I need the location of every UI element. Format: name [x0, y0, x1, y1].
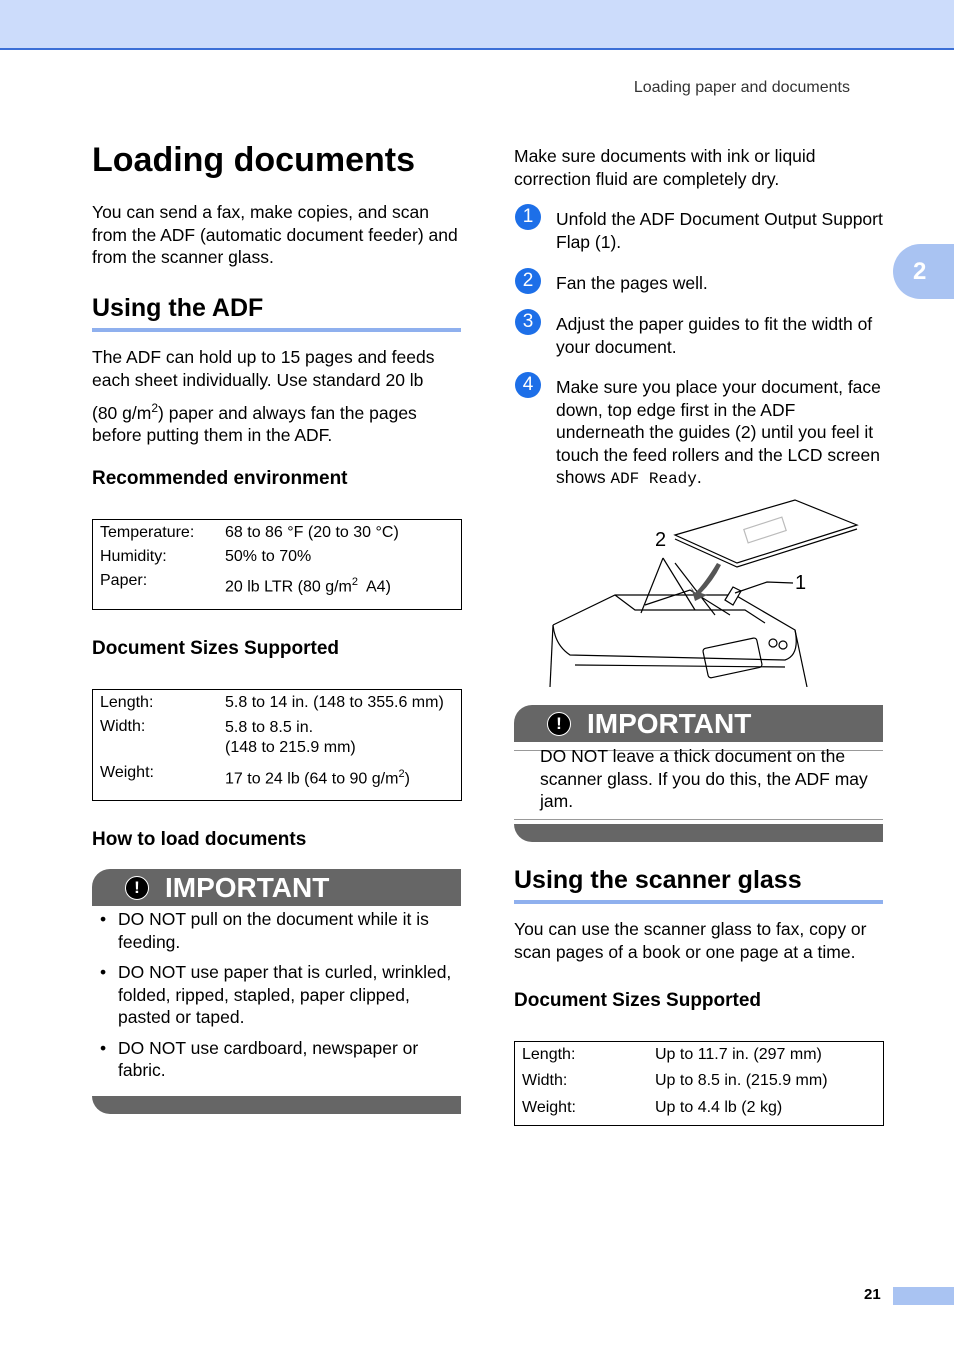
width-value	[225, 716, 462, 764]
important-label: IMPORTANT	[587, 707, 752, 739]
width-label: Width:	[522, 1071, 568, 1089]
step-number: 2	[515, 268, 541, 294]
length-label: Length:	[522, 1046, 576, 1063]
step-number: 1	[515, 204, 541, 230]
length-label: Length:	[100, 694, 154, 711]
dry-note: Make sure documents with ink or liquid correction fluid are completely dry.	[514, 146, 816, 189]
glass-sizes-heading: Document Sizes Supported	[514, 990, 762, 1011]
sizes-heading: Document Sizes Supported	[92, 638, 340, 659]
width-label: Width:	[100, 717, 146, 735]
list-item: • DO NOT use paper that is curled, wrinkled, folded, ripped, stapled, paper clipped, pasted or taped.	[92, 961, 462, 1029]
step-text-end: .	[696, 467, 702, 487]
step-text: Unfold the ADF Document Output Support Flap (1).	[556, 209, 883, 252]
callout-1: 1	[795, 572, 807, 594]
weight-label: Weight:	[522, 1098, 576, 1116]
temperature-label: Temperature:	[100, 524, 195, 541]
weight-label: Weight:	[100, 763, 154, 781]
adf-heading: Using the ADF	[92, 294, 264, 322]
superscript: 2	[398, 767, 405, 780]
top-banner	[0, 0, 954, 50]
important-box-footer	[514, 824, 883, 842]
step-text: Fan the pages well.	[556, 273, 708, 293]
humidity-value: 50% to 70%	[225, 547, 312, 565]
width-value: Up to 8.5 in. (215.9 mm)	[655, 1071, 828, 1089]
lcd-message: ADF Ready	[610, 470, 697, 488]
step-text-main: Make sure you place your document, face down, top edge first in the ADF underneath the guides (2) until you feel it touch the feed rollers and the LCD screen shows	[556, 377, 881, 487]
important-text: DO NOT leave a thick document on the scanner glass. If you do this, the ADF may jam.	[540, 746, 868, 811]
exclamation-icon: !	[125, 876, 149, 900]
callout-2: 2	[655, 529, 667, 551]
environment-table	[92, 519, 462, 610]
adf-text-line3: before putting them in the ADF.	[92, 425, 333, 446]
paper-value-a: 20 lb LTR (80 g/m	[225, 577, 352, 595]
exclamation-icon: !	[547, 712, 571, 736]
weight-value: Up to 4.4 lb (2 kg)	[655, 1098, 783, 1116]
adf-text-2a: (80 g/m	[92, 402, 152, 423]
env-heading: Recommended environment	[92, 468, 348, 489]
glass-text: You can use the scanner glass to fax, copy or scan pages of a book or one page at a time.	[514, 919, 867, 962]
heading-rule	[92, 328, 461, 332]
important-box-header	[92, 869, 461, 906]
adf-illustration	[545, 495, 865, 687]
adf-text-2b: ) paper and always fan the pages	[158, 402, 417, 423]
weight-value-a: 17 to 24 lb (64 to 90 g/m	[225, 769, 399, 787]
step-number: 4	[515, 372, 541, 398]
intro-text: You can send a fax, make copies, and scan from the ADF (automatic document feeder) and from the scanner glass.	[92, 202, 458, 267]
step-text: Adjust the paper guides to fit the width of your document.	[556, 314, 873, 357]
page-number: 21	[864, 1286, 881, 1303]
superscript: 2	[151, 401, 159, 415]
weight-value	[225, 764, 462, 801]
page-title: Loading documents	[92, 141, 415, 179]
howto-heading: How to load documents	[92, 829, 307, 850]
paper-value	[225, 572, 462, 610]
weight-value-b: )	[404, 769, 410, 787]
width-value-1: 5.8 to 8.5 in.	[225, 718, 314, 736]
important-box-header	[514, 705, 883, 742]
step-number: 3	[515, 309, 541, 335]
adf-text-line2	[92, 397, 417, 424]
adf-text-line1: The ADF can hold up to 15 pages and feeds each sheet individually. Use standard 20 lb	[92, 347, 435, 390]
running-header: Loading paper and documents	[633, 79, 850, 96]
length-value: 5.8 to 14 in. (148 to 355.6 mm)	[225, 694, 444, 711]
important-bullets	[92, 908, 462, 1090]
length-value: Up to 11.7 in. (297 mm)	[655, 1046, 822, 1063]
superscript: 2	[351, 575, 358, 588]
glass-sizes-table	[514, 1041, 884, 1126]
paper-value-b: A4)	[358, 577, 391, 595]
important-box-footer	[92, 1096, 461, 1114]
important-label: IMPORTANT	[165, 871, 330, 903]
glass-heading: Using the scanner glass	[514, 866, 802, 894]
adf-text	[92, 346, 467, 447]
width-value-2: (148 to 215.9 mm)	[225, 738, 356, 756]
step-text	[556, 376, 886, 491]
heading-rule	[514, 900, 883, 904]
list-item: • DO NOT pull on the document while it is feeding.	[92, 908, 462, 953]
sizes-table	[92, 689, 462, 801]
list-item: • DO NOT use cardboard, newspaper or fabric.	[92, 1037, 462, 1082]
paper-label: Paper:	[100, 571, 148, 589]
chapter-tab: 2	[893, 244, 954, 299]
humidity-label: Humidity:	[100, 547, 167, 565]
important-rule	[514, 819, 883, 820]
page-number-bar	[893, 1287, 954, 1305]
temperature-value: 68 to 86 °F (20 to 30 °C)	[225, 524, 399, 541]
